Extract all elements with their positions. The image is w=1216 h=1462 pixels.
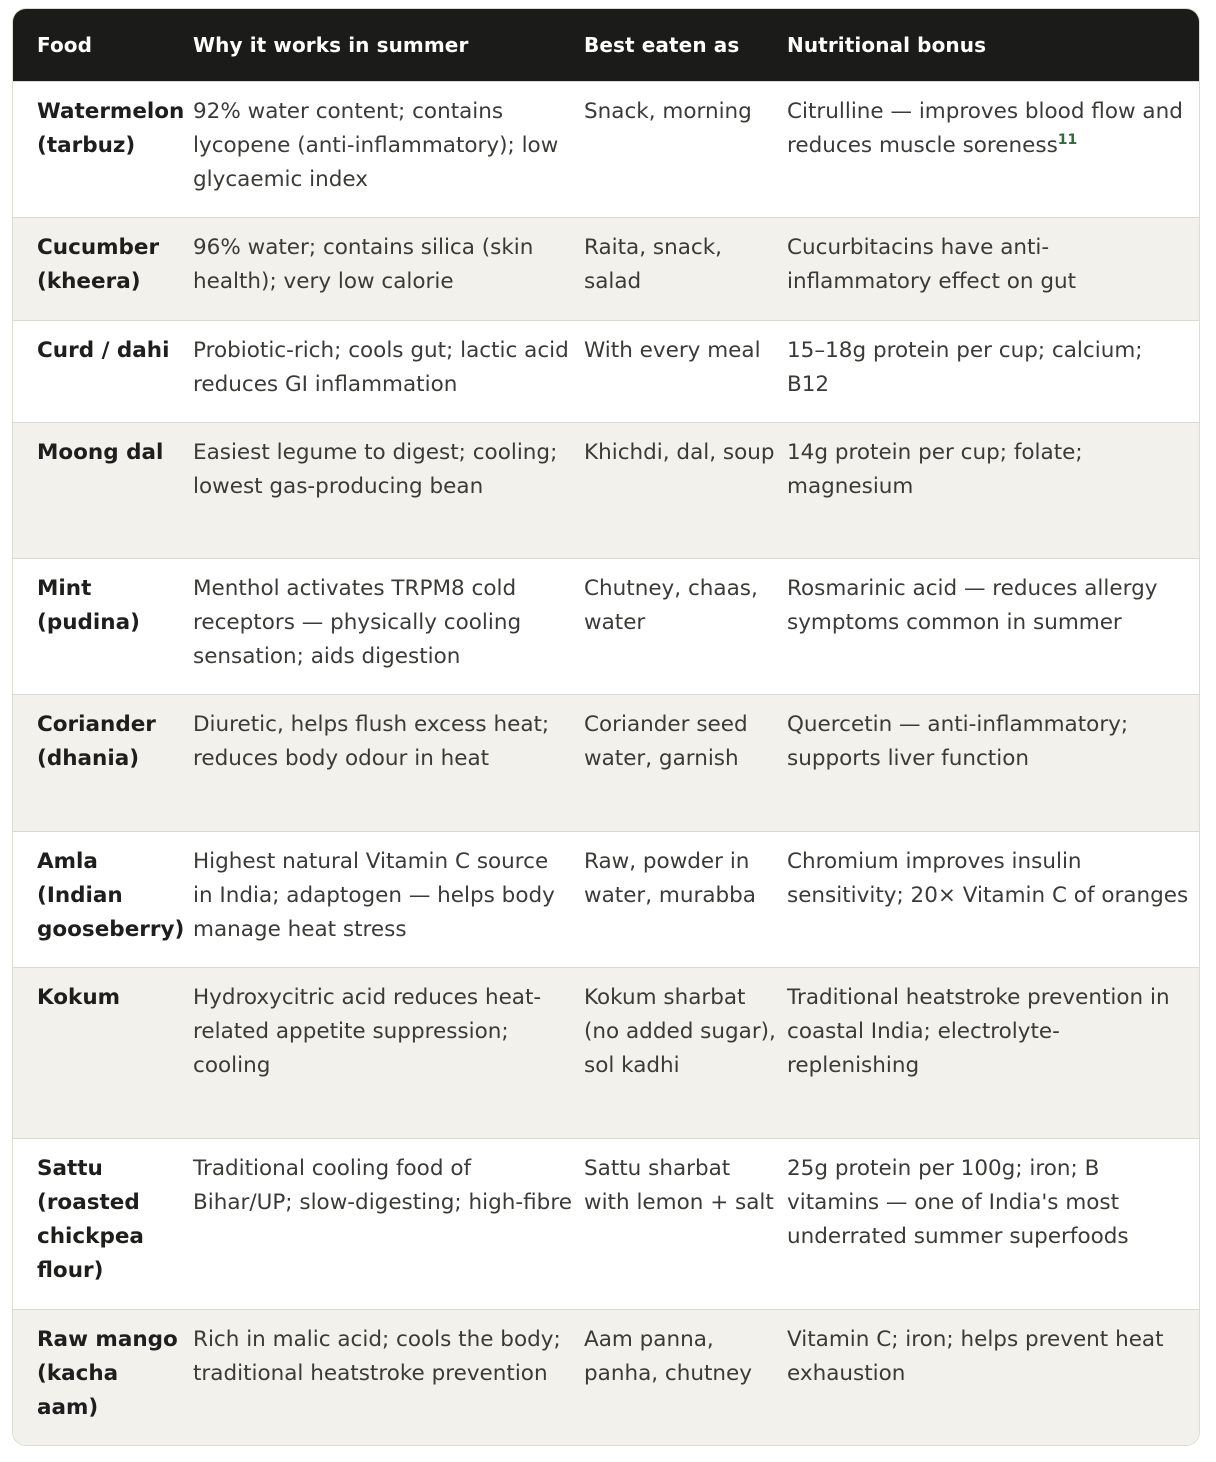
header-food: Food [37, 32, 93, 57]
header-row [13, 9, 1199, 81]
food-cell: Kokum [13, 967, 193, 1138]
food-cell: Cucumber (kheera) [13, 217, 193, 320]
table-row [13, 320, 1199, 422]
bonus-cell: Rosmarinic acid — reduces allergy symptoms common in summer [787, 558, 1199, 694]
why-cell: Highest natural Vitamin C source in India; adaptogen — helps body manage heat stress [193, 831, 584, 967]
bonus-cell [787, 81, 1199, 217]
bonus-text: Citrulline — improves blood flow and reduces muscle soreness [787, 98, 1183, 158]
bonus-cell: 14g protein per cup; folate; magnesium [787, 422, 1199, 558]
why-cell: Diuretic, helps flush excess heat; reduces body odour in heat [193, 694, 584, 831]
food-cell: Watermelon (tarbuz) [13, 81, 193, 217]
bonus-cell: 15–18g protein per cup; calcium; B12 [787, 320, 1199, 422]
table-header [13, 9, 1199, 81]
food-cell: Coriander (dhania) [13, 694, 193, 831]
table-row [13, 422, 1199, 558]
table-row [13, 1138, 1199, 1309]
food-cell: Moong dal [13, 422, 193, 558]
best-cell: Raita, snack, salad [584, 217, 787, 320]
why-cell: Hydroxycitric acid reduces heat-related appetite suppression; cooling [193, 967, 584, 1138]
footnote-ref-link[interactable]: 11 [1057, 131, 1078, 148]
summer-foods-table [12, 8, 1200, 1446]
bonus-cell: 25g protein per 100g; iron; B vitamins — one of India's most underrated summer superfoods [787, 1138, 1199, 1309]
food-cell: Curd / dahi [13, 320, 193, 422]
food-cell: Raw mango (kacha aam) [13, 1309, 193, 1445]
why-cell: Easiest legume to digest; cooling; lowest gas-producing bean [193, 422, 584, 558]
header-why: Why it works in summer [193, 32, 469, 57]
why-cell: 92% water content; contains lycopene (anti-inflammatory); low glycaemic index [193, 81, 584, 217]
best-cell: Snack, morning [584, 81, 787, 217]
bonus-cell: Quercetin — anti-inflammatory; supports liver function [787, 694, 1199, 831]
table-row [13, 81, 1199, 217]
table-row [13, 558, 1199, 694]
why-cell: Traditional cooling food of Bihar/UP; slow-digesting; high-fibre [193, 1138, 584, 1309]
best-cell: Khichdi, dal, soup [584, 422, 787, 558]
best-cell: Aam panna, panha, chutney [584, 1309, 787, 1445]
table-row [13, 694, 1199, 831]
bonus-cell: Cucurbitacins have anti-inflammatory effect on gut [787, 217, 1199, 320]
best-cell: Kokum sharbat (no added sugar), sol kadhi [584, 967, 787, 1138]
food-cell: Amla (Indian gooseberry) [13, 831, 193, 967]
food-cell: Sattu (roasted chickpea flour) [13, 1138, 193, 1309]
best-cell: Chutney, chaas, water [584, 558, 787, 694]
table-row [13, 1309, 1199, 1445]
best-cell: With every meal [584, 320, 787, 422]
food-cell: Mint (pudina) [13, 558, 193, 694]
foods-table [13, 9, 1199, 1445]
table-row [13, 831, 1199, 967]
best-cell: Sattu sharbat with lemon + salt [584, 1138, 787, 1309]
best-cell: Raw, powder in water, murabba [584, 831, 787, 967]
why-cell: Probiotic-rich; cools gut; lactic acid reduces GI inflammation [193, 320, 584, 422]
best-cell: Coriander seed water, garnish [584, 694, 787, 831]
header-bonus: Nutritional bonus [787, 32, 987, 57]
bonus-cell: Chromium improves insulin sensitivity; 20× Vitamin C of oranges [787, 831, 1199, 967]
why-cell: Rich in malic acid; cools the body; traditional heatstroke prevention [193, 1309, 584, 1445]
bonus-cell: Vitamin C; iron; helps prevent heat exhaustion [787, 1309, 1199, 1445]
table-row [13, 967, 1199, 1138]
table-body [13, 81, 1199, 1445]
why-cell: Menthol activates TRPM8 cold receptors — physically cooling sensation; aids digestion [193, 558, 584, 694]
why-cell: 96% water; contains silica (skin health); very low calorie [193, 217, 584, 320]
table-row [13, 217, 1199, 320]
header-best: Best eaten as [584, 32, 740, 57]
bonus-cell: Traditional heatstroke prevention in coastal India; electrolyte-replenishing [787, 967, 1199, 1138]
